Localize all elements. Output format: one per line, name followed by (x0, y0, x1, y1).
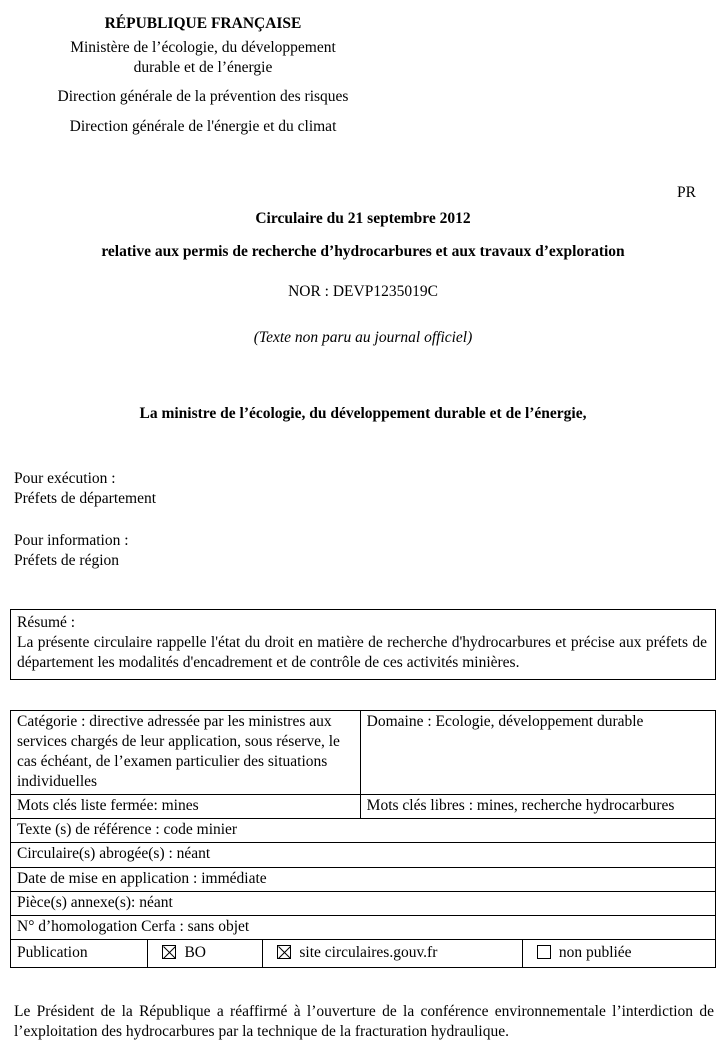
domaine-cell: Domaine : Ecologie, développement durable (360, 710, 715, 795)
republic-title: RÉPUBLIQUE FRANÇAISE (104, 15, 302, 32)
mots-cles-fermee-cell: Mots clés liste fermée: mines (11, 795, 361, 819)
information-block (14, 531, 716, 571)
recipients-section (10, 469, 716, 572)
resume-text: La présente circulaire rappelle l'état du droit en matière de recherche d'hydrocarbures et précise aux préfets de département les modalités d'encadrement et de contrôle de ces activités minières. (17, 634, 707, 672)
ministry-name (14, 38, 392, 78)
table-row (11, 710, 716, 795)
bo-checkbox-icon (162, 945, 176, 959)
metadata-table (10, 710, 716, 940)
circular-subtitle: relative aux permis de recherche d’hydrocarbures et aux travaux d’exploration (101, 242, 625, 260)
bo-label: BO (184, 943, 207, 961)
publication-row (11, 939, 716, 967)
publication-label-cell: Publication (11, 939, 148, 967)
ministry-line-2: durable et de l’énergie (133, 59, 273, 77)
site-label: site circulaires.gouv.fr (299, 943, 438, 961)
categorie-cell: Catégorie : directive adressée par les ministres aux services chargés de leur application, sous réserve, le cas échéant, de l’examen particulier des situations individuelles (11, 710, 361, 795)
information-value: Préfets de région (14, 551, 120, 569)
circulaire-abrogee-cell: Circulaire(s) abrogée(s) : néant (11, 843, 716, 867)
table-row (11, 891, 716, 915)
body-paragraph: Le Président de la République a réaffirmé à l’ouverture de la conférence environnementale l’interdiction de l’exploitation des hydrocarbures par la technique de la fracturation hydraulique. (14, 1003, 714, 1041)
circular-title: Circulaire du 21 septembre 2012 (255, 209, 471, 227)
execution-block (14, 469, 716, 509)
resume-box (10, 609, 716, 679)
piece-annexe-cell: Pièce(s) annexe(s): néant (11, 891, 716, 915)
non-publiee-checkbox-icon (537, 945, 551, 959)
execution-label: Pour exécution : (14, 469, 116, 487)
publication-table (10, 939, 716, 968)
direction-risques: Direction générale de la prévention des risques (57, 88, 349, 106)
homologation-cell: N° d’homologation Cerfa : sans objet (11, 915, 716, 939)
letterhead (14, 14, 392, 137)
nor-number: NOR : DEVP1235019C (288, 283, 438, 301)
publication-option-bo (148, 939, 263, 967)
ministry-line-1: Ministère de l’écologie, du développement (70, 39, 336, 57)
table-row (11, 843, 716, 867)
publication-option-site (263, 939, 522, 967)
table-row (11, 795, 716, 819)
information-label: Pour information : (14, 531, 129, 549)
table-row (11, 867, 716, 891)
table-row (11, 819, 716, 843)
direction-energie: Direction générale de l'énergie et du climat (69, 117, 337, 135)
mots-cles-libres-cell: Mots clés libres : mines, recherche hydrocarbures (360, 795, 715, 819)
resume-label: Résumé : (17, 614, 76, 632)
texte-reference-cell: Texte (s) de référence : code minier (11, 819, 716, 843)
journal-note: (Texte non paru au journal officiel) (253, 329, 473, 347)
non-publiee-label: non publiée (558, 943, 632, 961)
corner-mark: PR (677, 183, 696, 201)
minister-line: La ministre de l’écologie, du développement durable et de l’énergie, (139, 405, 587, 423)
publication-option-non-publiee (522, 939, 715, 967)
site-checkbox-icon (277, 945, 291, 959)
execution-value: Préfets de département (14, 489, 157, 507)
table-row (11, 915, 716, 939)
date-application-cell: Date de mise en application : immédiate (11, 867, 716, 891)
